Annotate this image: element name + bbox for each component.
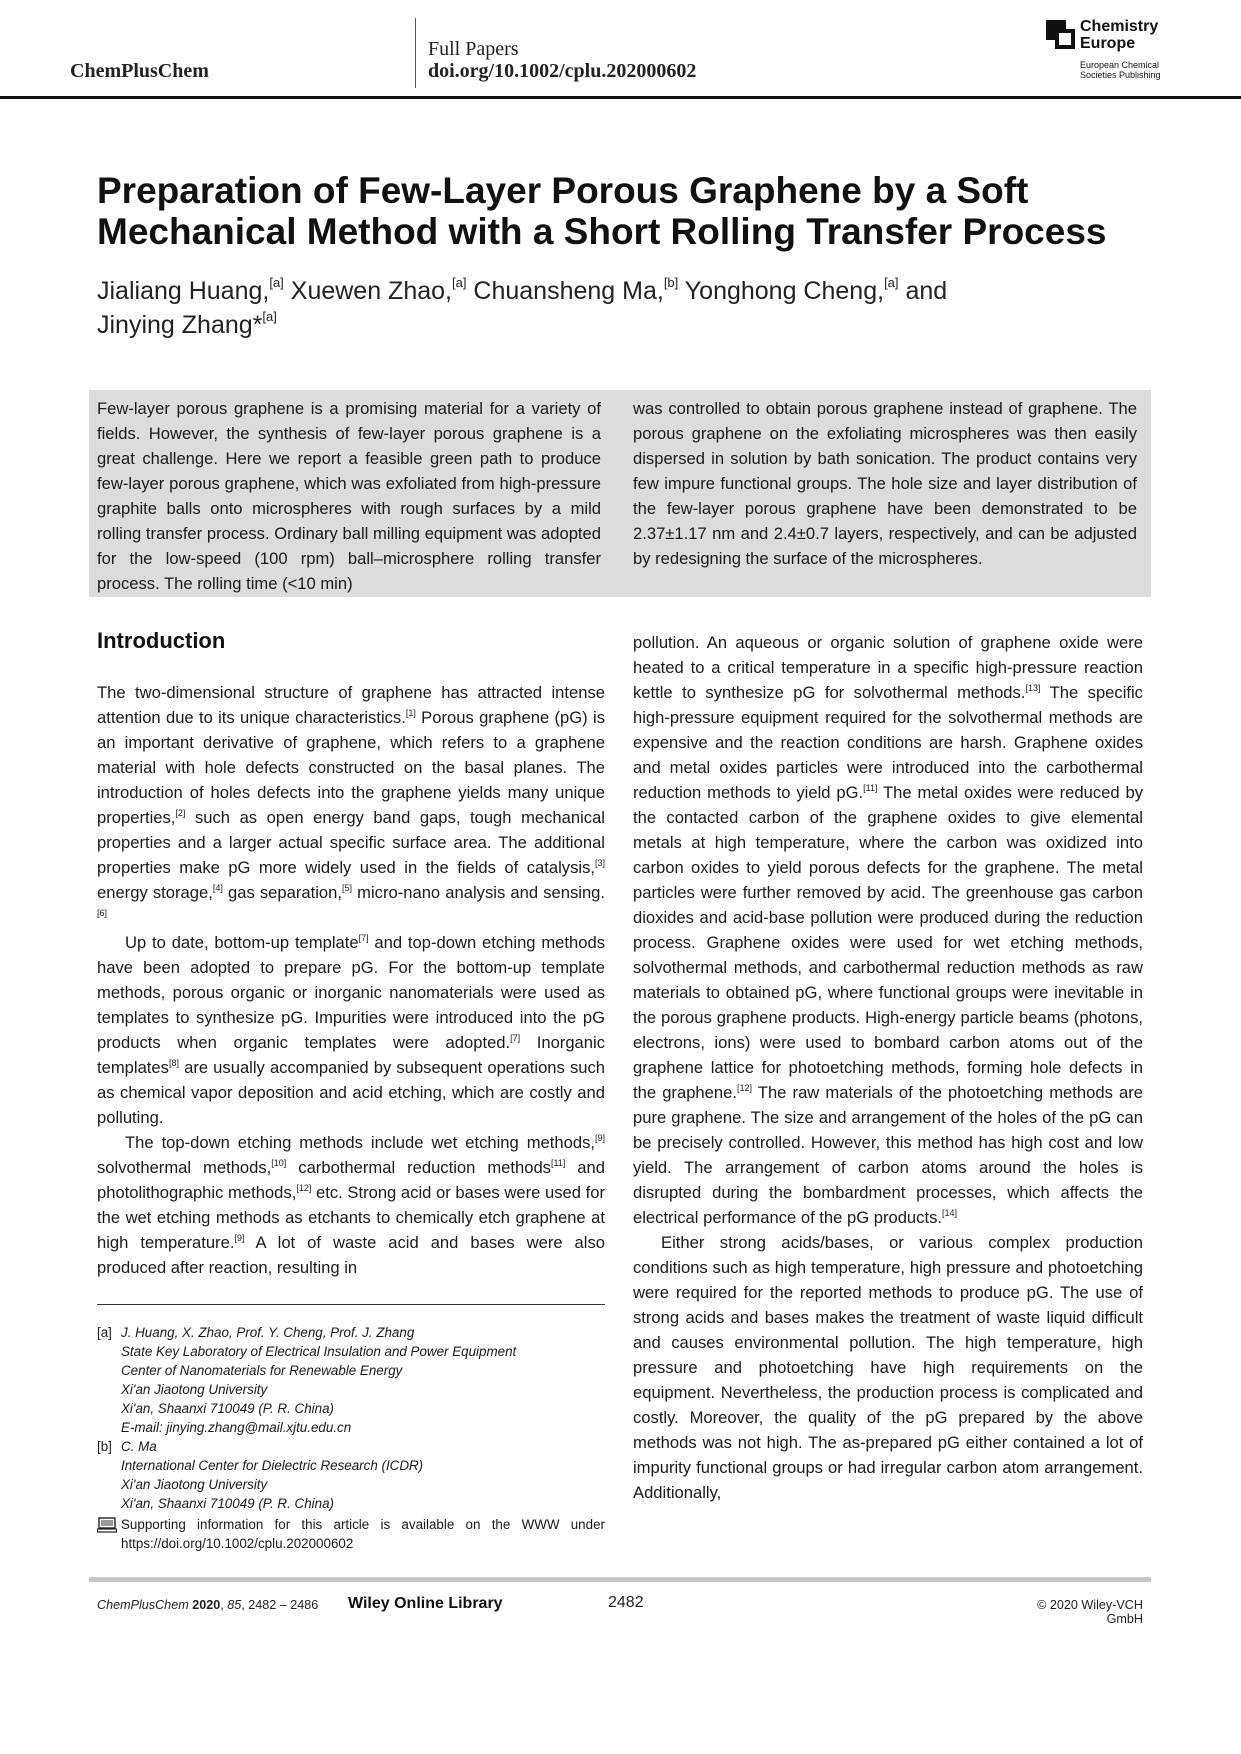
affiliation-marker: [a] (262, 309, 277, 324)
page-number: 2482 (608, 1594, 644, 1611)
affiliation-marker: [b] (663, 275, 679, 290)
citation-ref[interactable]: [3] (594, 858, 605, 868)
citation-ref[interactable]: [1] (405, 708, 416, 718)
abstract-box (89, 390, 1151, 597)
citation-ref[interactable]: [12] (736, 1083, 752, 1093)
footnote-line: Xi'an, Shaanxi 710049 (P. R. China) (121, 1496, 334, 1511)
footnote-line: State Key Laboratory of Electrical Insulation and Power Equipment (121, 1344, 517, 1359)
journal-name: ChemPlusChem (70, 60, 209, 82)
author-name: Yonghong Cheng,[a] (684, 275, 899, 305)
footnote-line: Xi'an Jiaotong University (121, 1382, 268, 1397)
citation-ref[interactable]: [2] (175, 808, 186, 818)
citation-ref[interactable]: [11] (863, 783, 878, 793)
affiliation-b (97, 1437, 605, 1513)
citation-ref[interactable]: [7] (510, 1033, 521, 1043)
article-type: Full Papers (428, 38, 519, 60)
citation-ref[interactable]: [11] (550, 1158, 566, 1168)
supporting-information-text[interactable]: Supporting information for this article is available on the WWW under https://doi.org/10.1002/cplu.202000602 (121, 1517, 605, 1551)
author-name: Jinying Zhang*[a] (97, 309, 277, 339)
citation-ref[interactable]: [14] (941, 1208, 957, 1218)
logo-subtitle: European Chemical Societies Publishing (1080, 60, 1161, 80)
author-name: Jialiang Huang,[a] (97, 275, 284, 305)
footer-citation: ChemPlusChem 2020, 85, 2482 – 2486 (97, 1598, 319, 1612)
footnote-rule (97, 1304, 605, 1305)
body-paragraph: The two-dimensional structure of graphene has attracted intense attention due to its unique characteristics.[1] Porous graphene (pG) is an important derivative of graphene, which refers to a graphene material with hole defects constructed on the basal planes. The introduction of holes defects into the graphene yields many unique properties,[2] such as open energy band gaps, tough mechanical properties and a larger actual specific surface area. The additional properties make pG more widely used in the fields of catalysis,[3] energy storage,[4] gas separation,[5] micro-nano analysis and sensing.[6] (97, 683, 606, 918)
footer-rule (89, 1577, 1151, 1582)
footnote-line: International Center for Dielectric Research (ICDR) (121, 1458, 424, 1473)
body-paragraph: pollution. An aqueous or organic solution of graphene oxide were heated to a critical temperature in a specific high-pressure reaction kettle to synthesize pG for solvothermal methods.[13] The specific high-pressure equipment required for the solvothermal methods are expensive and the reaction conditions are harsh. Graphene oxides and metal oxides particles were introduced into the carbothermal reduction methods to yield pG.[11] The metal oxides were reduced by the contacted carbon of the graphene oxides to give elemental metals at high temperature, where the carbon was oxidized into carbon oxides to yield porous defects for the graphene. The metal particles were further removed by acid. The greenhouse gas carbon dioxides and acid-base pollution were produced during the reduction process. Graphene oxides were used for wet etching methods, solvothermal methods, and carbothermal reduction methods as raw materials to obtained pG, where functional groups were inevitable in the porous graphene products. High-energy particle beams (photons, electrons, ions) were used to bombard carbon atoms out of the graphene lattice for photoetching methods, forming hole defects in the graphene.[12] The raw materials of the photoetching methods are pure graphene. The size and arrangement of the holes of the pG can be precisely controlled. However, this method has high cost and low yield. The arrangement of carbon atoms around the holes is disrupted during the bombardment processes, which affects the electrical performance of the pG products.[14] (633, 633, 1144, 1227)
footnote-tag: [a] (97, 1325, 112, 1340)
abstract-right-column: was controlled to obtain porous graphene instead of graphene. The porous graphene on the exfoliating microspheres was then easily dispersed in solution by bath sonication. The product contains very few impure functional groups. The hole size and layer distribution of the few-layer porous graphene have been demonstrated to be 2.37±1.17 nm and 2.4±0.7 layers, respectively, and can be adjusted by redesigning the surface of the microspheres. (633, 399, 1137, 568)
affiliation-marker: [a] (269, 275, 284, 290)
citation-ref[interactable]: [5] (342, 883, 353, 893)
logo-title: Chemistry Europe (1080, 18, 1159, 52)
citation-ref[interactable]: [4] (212, 883, 223, 893)
citation-ref[interactable]: [12] (296, 1183, 312, 1193)
citation-ref[interactable]: [9] (234, 1233, 245, 1243)
footnote-tag: [b] (97, 1439, 112, 1454)
footnote-names: J. Huang, X. Zhao, Prof. Y. Cheng, Prof. J. Zhang (121, 1325, 415, 1340)
footnote-line: Center of Nanomaterials for Renewable Energy (121, 1363, 403, 1378)
affiliation-footnotes (97, 1323, 605, 1553)
wiley-online-library-link[interactable]: Wiley Online Library (348, 1595, 503, 1612)
affiliation-a (97, 1323, 605, 1437)
article-title: Preparation of Few-Layer Porous Graphene by a Soft Mechanical Method with a Short Rolling Transfer Process (97, 170, 1107, 252)
author-name: Chuansheng Ma,[b] (473, 275, 679, 305)
supporting-information-note (97, 1515, 605, 1553)
affiliation-marker: [a] (884, 275, 899, 290)
affiliation-marker: [a] (451, 275, 467, 290)
author-list (97, 274, 1177, 342)
section-heading-introduction: Introduction (97, 628, 226, 653)
citation-ref[interactable]: [9] (594, 1133, 605, 1143)
abstract-left-column: Few-layer porous graphene is a promising material for a variety of fields. However, the synthesis of few-layer porous graphene is a great challenge. Here we report a feasible green path to produce few-layer porous graphene, which was exfoliated from high-pressure graphite balls onto microspheres with rough surfaces by a mild rolling transfer process. Ordinary ball milling equipment was adopted for the low-speed (100 rpm) ball–microsphere rolling transfer process. The rolling time (<10 min) (97, 399, 601, 593)
copyright-notice: © 2020 Wiley-VCH GmbH (1037, 1598, 1143, 1626)
body-paragraph: The top-down etching methods include wet etching methods,[9] solvothermal methods,[10] carbothermal reduction methods[11] and photolithographic methods,[12] etc. Strong acid or bases were used for the wet etching methods as etchants to chemically etch graphene at high temperature.[9] A lot of waste acid and bases were also produced after reaction, resulting in (97, 1133, 605, 1277)
footnote-line: E-mail: jinying.zhang@mail.xjtu.edu.cn (121, 1420, 352, 1435)
footnote-line: Xi'an Jiaotong University (121, 1477, 268, 1492)
footnote-names: C. Ma (121, 1439, 157, 1454)
body-paragraph: Up to date, bottom-up template[7] and top-down etching methods have been adopted to prepare pG. For the bottom-up template methods, porous organic or inorganic nanomaterials were used as templates to synthesize pG. Impurities were introduced into the pG products when organic templates were adopted.[7] Inorganic templates[8] are usually accompanied by subsequent operations such as chemical vapor deposition and acid etching, which are costly and polluting. (97, 933, 605, 1127)
author-name: and (905, 277, 948, 305)
citation-ref[interactable]: [7] (358, 933, 369, 943)
author-name: Xuewen Zhao,[a] (290, 275, 467, 305)
citation-ref[interactable]: [13] (1025, 683, 1041, 693)
body-paragraph: Either strong acids/bases, or various complex production conditions such as high temperature, high pressure and photoetching were required for the reported methods to produce pG. The use of strong acids and bases makes the treatment of waste liquid difficult and causes environmental pollution. The high temperature, high pressure and photoetching have high requirements on the equipment. Nevertheless, the production process is complicated and costly. Moreover, the quality of the pG prepared by the above methods was not high. The as-prepared pG either contained a lot of impurity functional groups or had irregular carbon atom arrangement. Additionally, (633, 1233, 1143, 1502)
header-divider (415, 18, 416, 88)
chemistry-europe-logo-icon (1046, 20, 1074, 50)
footnote-line: Xi'an, Shaanxi 710049 (P. R. China) (121, 1401, 334, 1416)
citation-ref[interactable]: [8] (168, 1058, 179, 1068)
body-right-column (633, 630, 1143, 1505)
article-doi-link[interactable]: doi.org/10.1002/cplu.202000602 (428, 60, 697, 82)
citation-ref[interactable]: [6] (97, 908, 108, 918)
header-rule (0, 96, 1241, 99)
citation-ref[interactable]: [10] (271, 1158, 287, 1168)
chemistry-europe-logo[interactable] (1046, 18, 1176, 82)
computer-icon (97, 1517, 117, 1533)
body-left-column (97, 680, 605, 1280)
